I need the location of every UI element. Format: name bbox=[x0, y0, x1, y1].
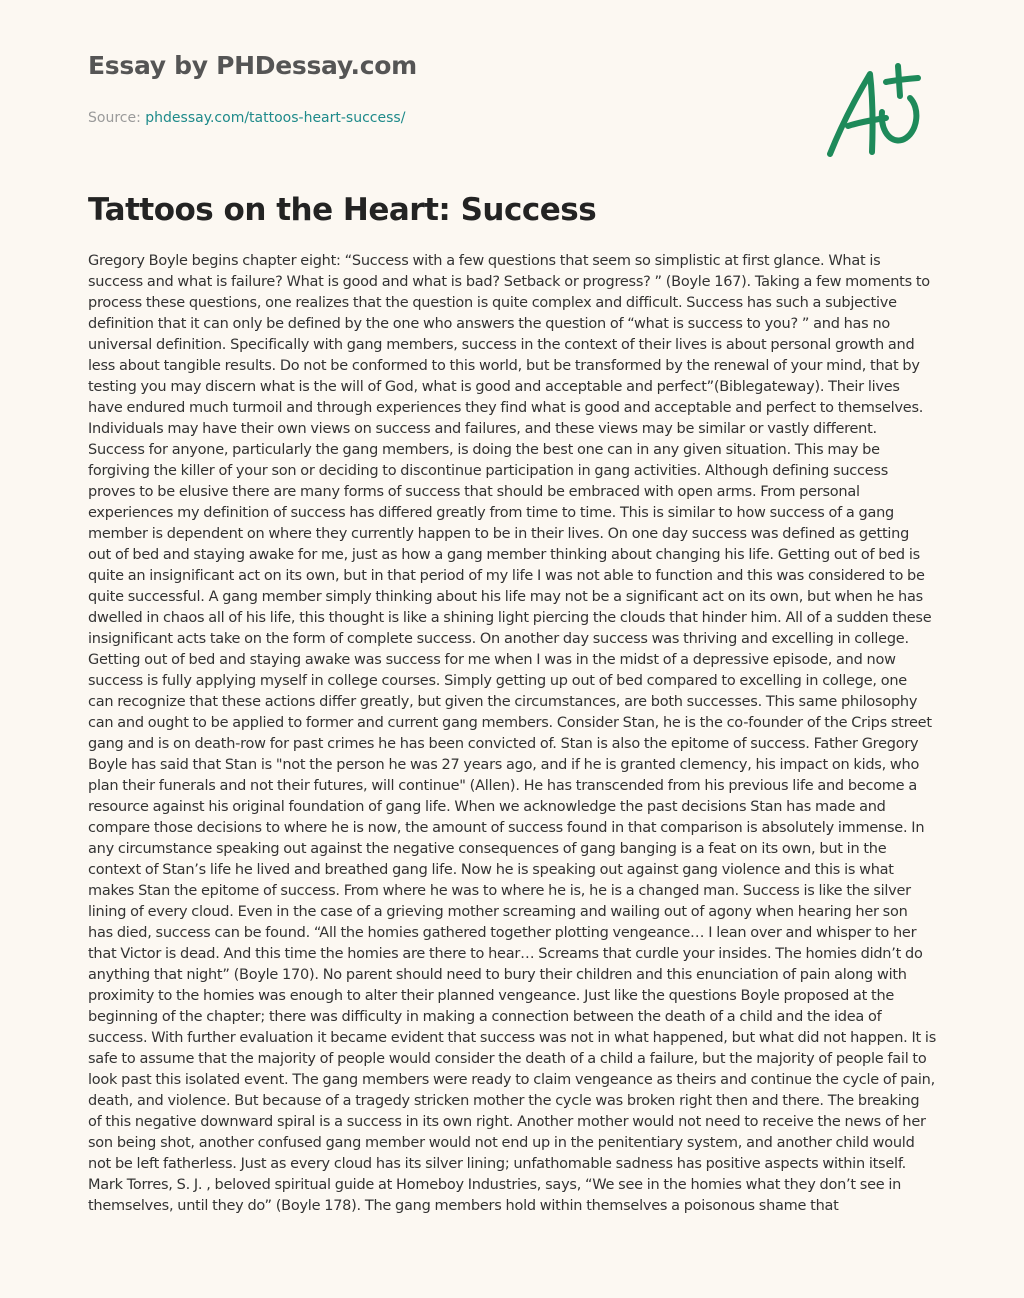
source-label: Source: bbox=[88, 110, 146, 126]
essay-title: Tattoos on the Heart: Success bbox=[88, 192, 597, 228]
a-plus-logo-icon bbox=[820, 62, 930, 162]
essay-content bbox=[88, 251, 936, 1250]
site-header bbox=[88, 48, 417, 128]
essay-body-text: Gregory Boyle begins chapter eight: “Success with a few questions that seem so simplistic at first glance. What is success and what is failure? What is good and what is bad? Setback or progress? ” (Boyle 167). Taking a few moments to process these questions, one realizes that the question is quite complex and difficult. Success has such a subjective definition that it can only be defined by the one who answers the question of “what is success to you? ” and has no universal definition. Specifically with gang members, success in the context of their lives is about personal growth and less about tangible results. Do not be conformed to this world, but be transformed by the renewal of your mind, that by testing you may discern what is the will of God, what is good and acceptable and perfect”(Biblegateway). Their lives have endured much turmoil and through experiences they find what is good and acceptable and perfect to themselves. Individuals may have their own views on success and failures, and these views may be similar or vastly different. Success for anyone, particularly the gang members, is doing the best one can in any given situation. This may be forgiving the killer of your son or deciding to discontinue participation in gang activities. Although defining success proves to be elusive there are many forms of success that should be embraced with open arms. From personal experiences my definition of success has differed greatly from time to time. This is similar to how success of a gang member is dependent on where they currently happen to be in their lives. On one day success was defined as getting out of bed and staying awake for me, just as how a gang member thinking about changing his life. Getting out of bed is quite an insignificant act on its own, but in that period of my life I was not able to function and this was considered to be quite successful. A gang member simply thinking about his life may not be a significant act on its own, but when he has dwelled in chaos all of his life, this thought is like a shining light piercing the clouds that hinder him. All of a sudden these insignificant acts take on the form of complete success. On another day success was thriving and excelling in college. Getting out of bed and staying awake was success for me when I was in the midst of a depressive episode, and now success is fully applying myself in college courses. Simply getting up out of bed compared to excelling in college, one can recognize that these actions differ greatly, but given the circumstances, are both successes. This same philosophy can and ought to be applied to former and current gang members. Consider Stan, he is the co-founder of the Crips street gang and is on death-row for past crimes he has been convicted of. Stan is also the epitome of success. Father Gregory Boyle has said that Stan is "not the person he was 27 years ago, and if he is granted clemency, his impact on kids, who plan their funerals and not their futures, will continue" (Allen). He has transcended from his previous life and become a resource against his original foundation of gang life. When we acknowledge the past decisions Stan has made and compare those decisions to where he is now, the amount of success found in that comparison is absolutely immense. In any circumstance speaking out against the negative consequences of gang banging is a feat on its own, but in the context of Stan’s life he lived and breathed gang life. Now he is speaking out against gang violence and this is what makes Stan the epitome of success. From where he was to where he is, he is a changed man. Success is like the silver lining of every cloud. Even in the case of a grieving mother screaming and wailing out of agony when hearing her son has died, success can be found. “All the homies gathered together plotting vengeance… I lean over and whisper to her that Victor is dead. And this time the homies are there to hear… Screams that curdle your insides. The homies didn’t do anything that night” (Boyle 170). No parent should need to bury their children and this enunciation of pain along with proximity to the homies was enough to alter their planned vengeance. Just like the questions Boyle proposed at the beginning of the chapter; there was difficulty in making a connection between the death of a child and the idea of success. With further evaluation it became evident that success was not in what happened, but what did not happen. It is safe to assume that the majority of people would consider the death of a child a failure, but the majority of people fail to look past this isolated event. The gang members were ready to claim vengeance as theirs and continue the cycle of pain, death, and violence. But because of a tragedy stricken mother the cycle was broken right then and there. The breaking of this negative downward spiral is a success in its own right. Another mother would not need to receive the news of her son being shot, another confused gang member would not end up in the penitentiary system, and another child would not be left fatherless. Just as every cloud has its silver lining; unfathomable sadness has positive aspects within itself. Mark Torres, S. J. , beloved spiritual guide at Homeboy Industries, says, “We see in the homies what they don’t see in themselves, until they do” (Boyle 178). The gang members hold within themselves a poisonous shame that bbox=[88, 253, 936, 1214]
source-line bbox=[88, 108, 417, 128]
site-title: Essay by PHDessay.com bbox=[88, 51, 417, 80]
source-link[interactable]: phdessay.com/tattoos-heart-success/ bbox=[145, 110, 406, 126]
